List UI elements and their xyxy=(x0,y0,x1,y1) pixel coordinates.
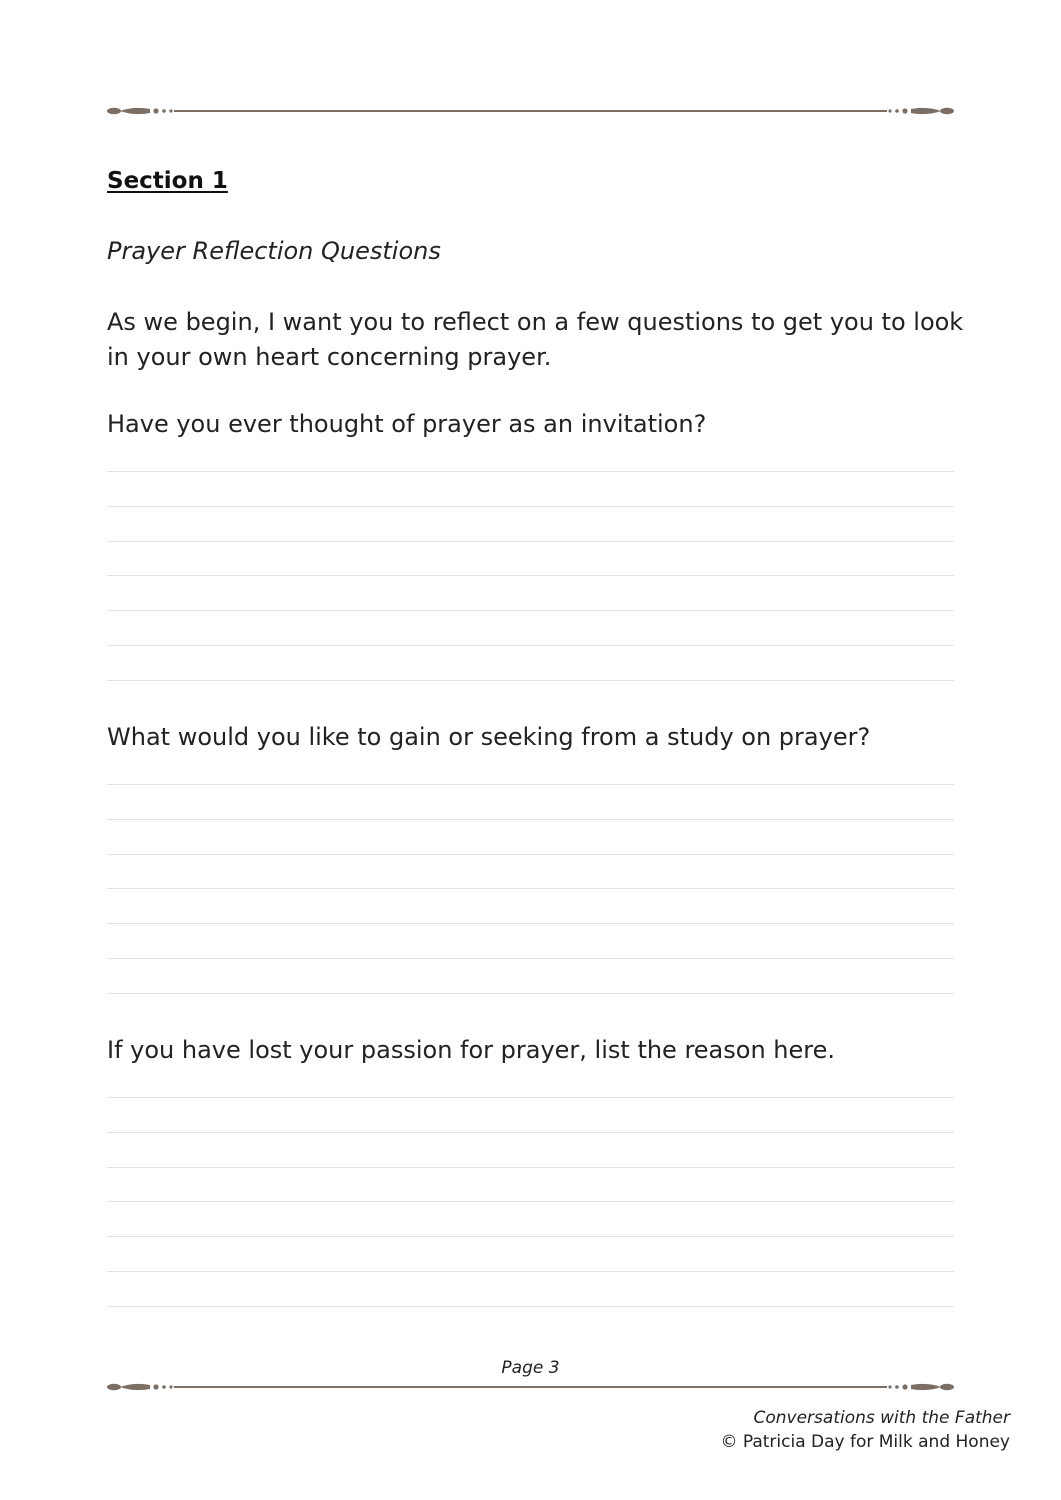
answer-line[interactable] xyxy=(107,1201,954,1202)
answer-line[interactable] xyxy=(107,993,954,994)
answer-line[interactable] xyxy=(107,575,954,576)
answer-line[interactable] xyxy=(107,645,954,646)
answer-line[interactable] xyxy=(107,471,954,472)
answer-line[interactable] xyxy=(107,1167,954,1168)
answer-line[interactable] xyxy=(107,784,954,785)
answer-line[interactable] xyxy=(107,888,954,889)
answer-line[interactable] xyxy=(107,854,954,855)
answer-lines-2[interactable] xyxy=(107,784,954,1028)
answer-line[interactable] xyxy=(107,506,954,507)
question-2: What would you like to gain or seeking from a study on prayer? xyxy=(107,723,871,751)
bottom-ornamental-divider xyxy=(104,1380,957,1394)
question-1: Have you ever thought of prayer as an invitation? xyxy=(107,410,707,438)
intro-paragraph: As we begin, I want you to reflect on a few questions to get you to look in your own heart concerning prayer. xyxy=(107,308,964,371)
answer-line[interactable] xyxy=(107,923,954,924)
answer-line[interactable] xyxy=(107,958,954,959)
question-3: If you have lost your passion for prayer, list the reason here. xyxy=(107,1036,836,1064)
answer-line[interactable] xyxy=(107,680,954,681)
section-heading: Section 1 xyxy=(107,168,228,194)
answer-line[interactable] xyxy=(107,1132,954,1133)
answer-line[interactable] xyxy=(107,819,954,820)
answer-line[interactable] xyxy=(107,1271,954,1272)
copyright-notice: © Patricia Day for Milk and Honey xyxy=(720,1432,1010,1452)
answer-line[interactable] xyxy=(107,1097,954,1098)
answer-lines-1[interactable] xyxy=(107,471,954,715)
answer-line[interactable] xyxy=(107,1236,954,1237)
answer-line[interactable] xyxy=(107,610,954,611)
answer-line[interactable] xyxy=(107,1306,954,1307)
answer-lines-3[interactable] xyxy=(107,1097,954,1341)
book-title: Conversations with the Father xyxy=(753,1408,1010,1428)
footer-credits xyxy=(720,1406,1010,1454)
answer-line[interactable] xyxy=(107,541,954,542)
section-subtitle: Prayer Reflection Questions xyxy=(107,237,441,265)
top-ornamental-divider xyxy=(104,104,957,118)
page-number: Page 3 xyxy=(501,1358,560,1378)
